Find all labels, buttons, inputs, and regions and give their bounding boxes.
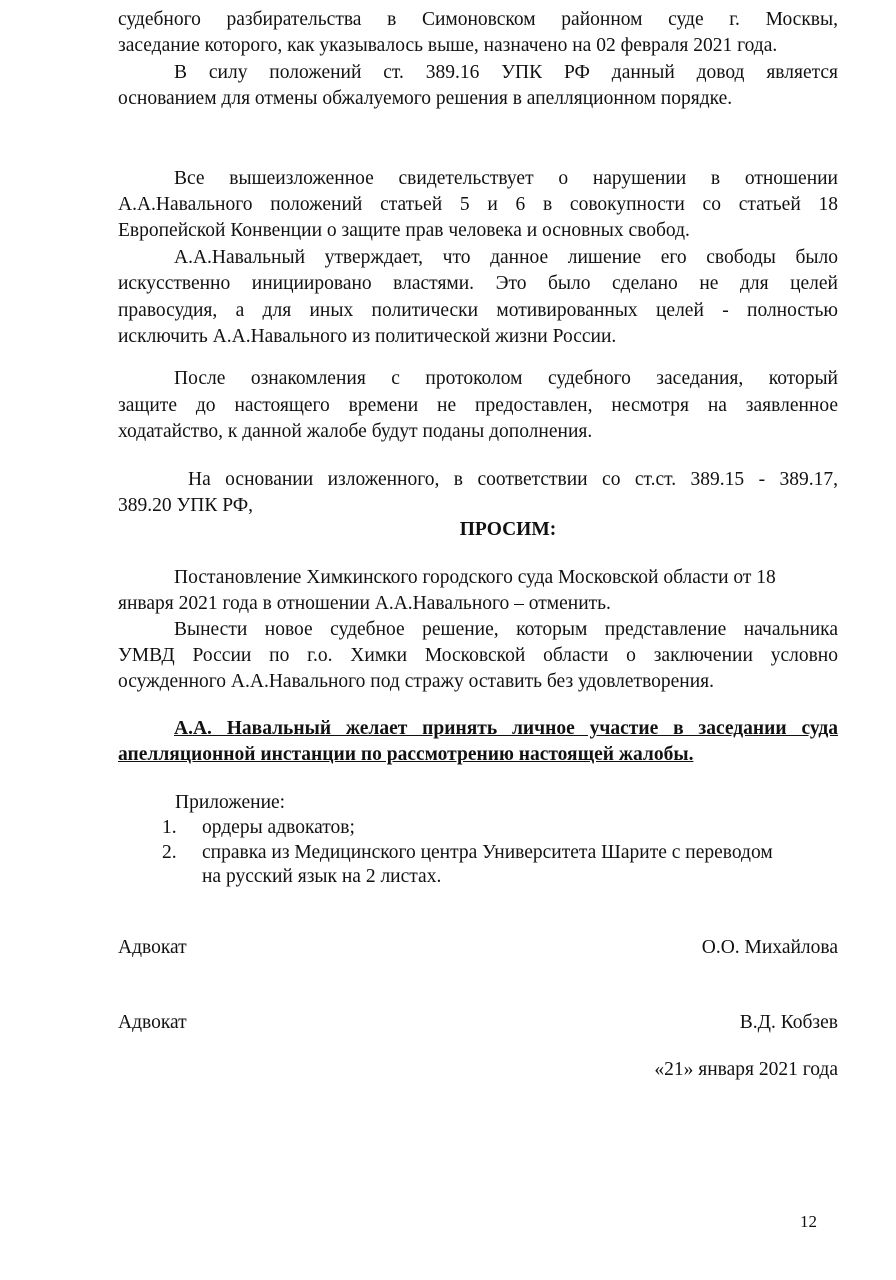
attachment-text: справка из Медицинского центра Университета Шарите с переводом [202,842,773,863]
paragraph-line: УМВД России по г.о. Химки Московской области о заключении условно [118,645,838,666]
signature-role: Адвокат [118,937,187,958]
paragraph-line: основанием для отмены обжалуемого решения в апелляционном порядке. [118,88,733,109]
attachment-text: на русский язык на 2 листах. [202,866,442,887]
signature-name: В.Д. Кобзев [739,1012,838,1033]
paragraph-line: Все вышеизложенное свидетельствует о нарушении в отношении [174,168,838,189]
attachment-number: 2. [162,842,177,863]
page-number: 12 [800,1212,817,1231]
paragraph-line: искусственно инициировано властями. Это было сделано не для целей [118,273,838,294]
paragraph-line: Вынести новое судебное решение, которым представление начальника [174,619,838,640]
signature-name: О.О. Михайлова [701,937,838,958]
signature-role: Адвокат [118,1012,187,1033]
section-heading: ПРОСИМ: [459,519,557,540]
paragraph-line: Постановление Химкинского городского суда Московской области от 18 [174,567,776,588]
emphasis-line: апелляционной инстанции по рассмотрению настоящей жалобы. [118,744,694,765]
paragraph-line: В силу положений ст. 389.16 УПК РФ данный довод является [174,62,838,83]
attachments-title: Приложение: [175,792,286,813]
document-date: «21» января 2021 года [654,1059,838,1080]
paragraph-line: ходатайство, к данной жалобе будут поданы дополнения. [118,421,593,442]
emphasis-line: А.А. Навальный желает принять личное участие в заседании суда [174,718,838,739]
paragraph-line: А.А.Навального положений статьей 5 и 6 в совокупности со статьей 18 [118,194,838,215]
paragraph-line: судебного разбирательства в Симоновском районном суде г. Москвы, [118,9,838,30]
attachment-number: 1. [162,817,177,838]
paragraph-line: Европейской Конвенции о защите прав человека и основных свобод. [118,220,690,241]
paragraph-line: После ознакомления с протоколом судебного заседания, который [174,368,838,389]
paragraph-line: 389.20 УПК РФ, [118,495,254,516]
attachment-text: ордеры адвокатов; [202,817,355,838]
paragraph-line: На основании изложенного, в соответствии со ст.ст. 389.15 - 389.17, [188,469,838,490]
paragraph-line: осужденного А.А.Навального под стражу оставить без удовлетворения. [118,671,715,692]
paragraph-line: января 2021 года в отношении А.А.Навального – отменить. [118,593,611,614]
paragraph-line: защите до настоящего времени не предоставлен, несмотря на заявленное [118,395,838,416]
paragraph-line: исключить А.А.Навального из политической жизни России. [118,326,617,347]
paragraph-line: правосудия, а для иных политически мотивированных целей - полностью [118,300,838,321]
paragraph-line: А.А.Навальный утверждает, что данное лишение его свободы было [174,247,838,268]
paragraph-line: заседание которого, как указывалось выше, назначено на 02 февраля 2021 года. [118,35,778,56]
